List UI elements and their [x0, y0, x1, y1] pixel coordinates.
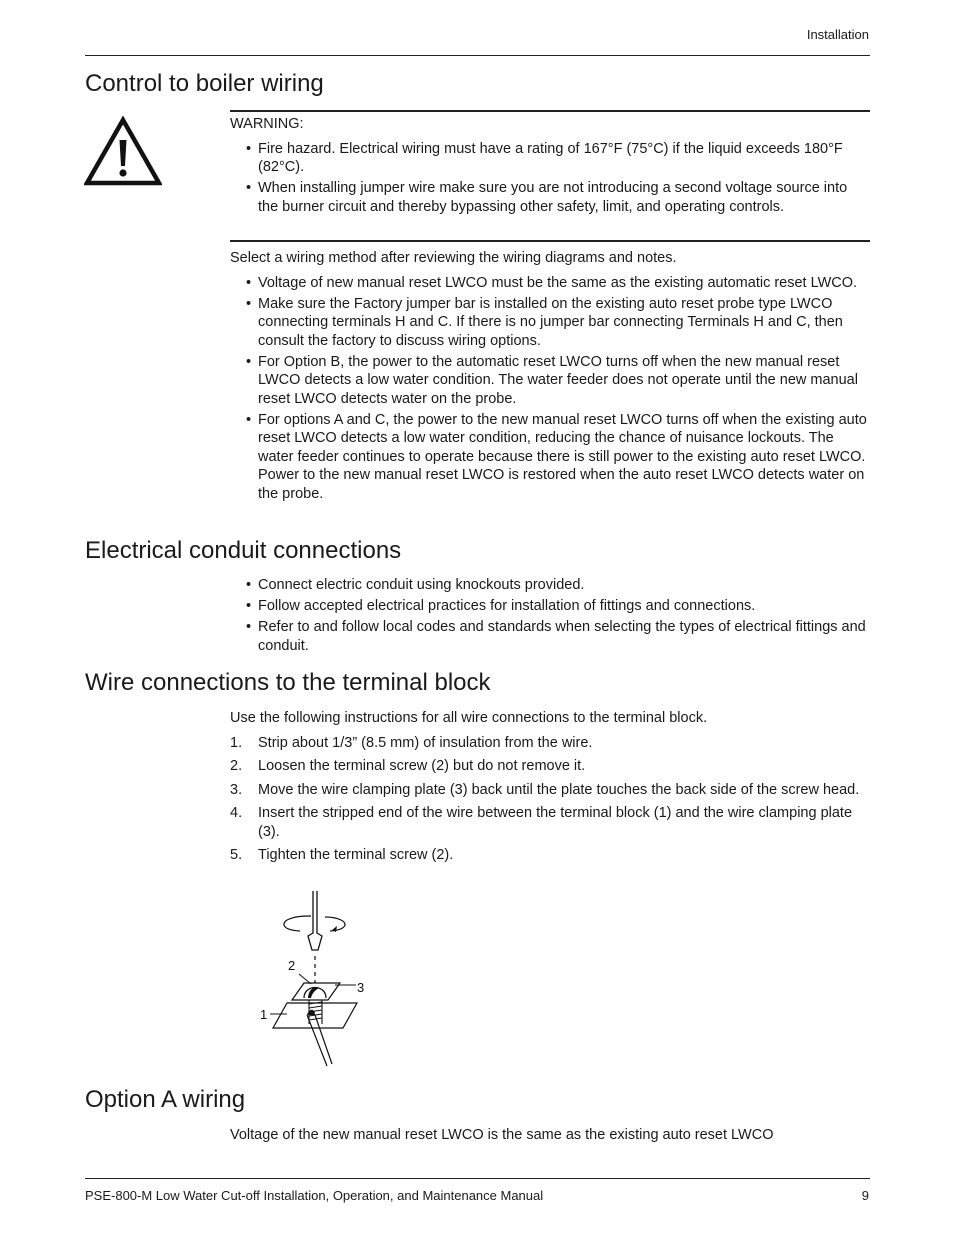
- warning-top-rule: [230, 110, 870, 112]
- wiring-note: • Voltage of new manual reset LWCO must be the same as the existing automatic reset LWCO.: [230, 274, 870, 293]
- warning-item: • When installing jumper wire make sure you are not introducing a second voltage source into the burner circuit and thereby bypassing other safety, limit, and operating controls.: [230, 179, 870, 216]
- figure-label-screw: 2: [288, 958, 296, 973]
- wiring-note: • For options A and C, the power to the new manual reset LWCO turns off when the existing auto reset LWCO detects a low water condition, reducing the chance of nuisance lockouts. The water feeder continues to operate because there is still power to the existing auto reset LWCO. Power to the new manual reset LWCO is restored when the auto reset LWCO detects water on the probe.: [230, 411, 870, 504]
- warning-item: • Fire hazard. Electrical wiring must have a rating of 167°F (75°C) if the liquid exceeds 180°F (82°C).: [230, 140, 870, 177]
- warning-bottom-rule: [230, 240, 870, 242]
- step-number: 2.: [230, 758, 243, 774]
- warning-triangle-icon: [84, 116, 162, 186]
- footer-manual-title: PSE-800-M Low Water Cut-off Installation, Operation, and Maintenance Manual: [85, 1188, 544, 1203]
- conduit-item: • Refer to and follow local codes and standards when selecting the types of electrical fittings and conduit.: [230, 618, 870, 655]
- wiring-note: • For Option B, the power to the automatic reset LWCO turns off when the new manual reset LWCO detects a low water condition. The water feeder does not operate until the new manual reset LWCO detects water on the probe.: [230, 353, 870, 409]
- section-title-option-a: Option A wiring: [85, 1086, 246, 1113]
- control-wiring-intro: Select a wiring method after reviewing the wiring diagrams and notes.: [230, 250, 677, 266]
- conduit-item: • Follow accepted electrical practices for installation of fittings and connections.: [230, 597, 870, 616]
- terminal-step: [230, 846, 870, 865]
- option-a-body: [230, 1126, 870, 1145]
- footer-divider: [85, 1178, 870, 1179]
- terminal-step: [230, 757, 870, 776]
- control-wiring-body: [230, 249, 870, 506]
- section-title-control-wiring: Control to boiler wiring: [85, 70, 324, 97]
- header-divider: [85, 55, 870, 56]
- conduit-body: [230, 576, 870, 658]
- step-number: 1.: [230, 734, 243, 751]
- step-number: 3.: [230, 781, 243, 798]
- step-text: Tighten the terminal screw (2).: [258, 847, 454, 863]
- section-title-conduit: Electrical conduit connections: [85, 537, 402, 564]
- terminal-step: [230, 781, 870, 800]
- header-section-label: Installation: [806, 27, 869, 42]
- terminal-step: [230, 734, 870, 753]
- section-title-terminal: Wire connections to the terminal block: [85, 669, 491, 696]
- warning-box: [230, 115, 870, 219]
- option-a-text: Voltage of the new manual reset LWCO is the same as the existing auto reset LWCO: [230, 1127, 774, 1143]
- step-number: 5.: [230, 847, 243, 863]
- step-number: 4.: [230, 805, 243, 821]
- terminal-step: [230, 804, 870, 841]
- terminal-intro: Use the following instructions for all wire connections to the terminal block.: [230, 710, 708, 726]
- terminal-block-diagram: [255, 888, 385, 1073]
- step-text: Loosen the terminal screw (2) but do not remove it.: [258, 758, 586, 774]
- page-number: 9: [861, 1188, 869, 1203]
- step-text: Insert the stripped end of the wire between the terminal block (1) and the wire clamping plate (3).: [258, 805, 853, 840]
- terminal-body: [230, 709, 870, 870]
- step-text: Strip about 1/3” (8.5 mm) of insulation from the wire.: [258, 734, 593, 751]
- wiring-note: • Make sure the Factory jumper bar is installed on the existing auto reset probe type LWCO connecting terminals H and C. If there is no jumper bar connecting Terminals H and C, then consult the factory to discuss wiring options.: [230, 295, 870, 351]
- warning-label: WARNING:: [230, 116, 304, 132]
- figure-label-plate: 3: [357, 980, 365, 995]
- figure-label-block: 1: [260, 1007, 268, 1022]
- step-text: Move the wire clamping plate (3) back until the plate touches the back side of the screw head.: [258, 781, 860, 798]
- conduit-item: • Connect electric conduit using knockouts provided.: [230, 576, 870, 595]
